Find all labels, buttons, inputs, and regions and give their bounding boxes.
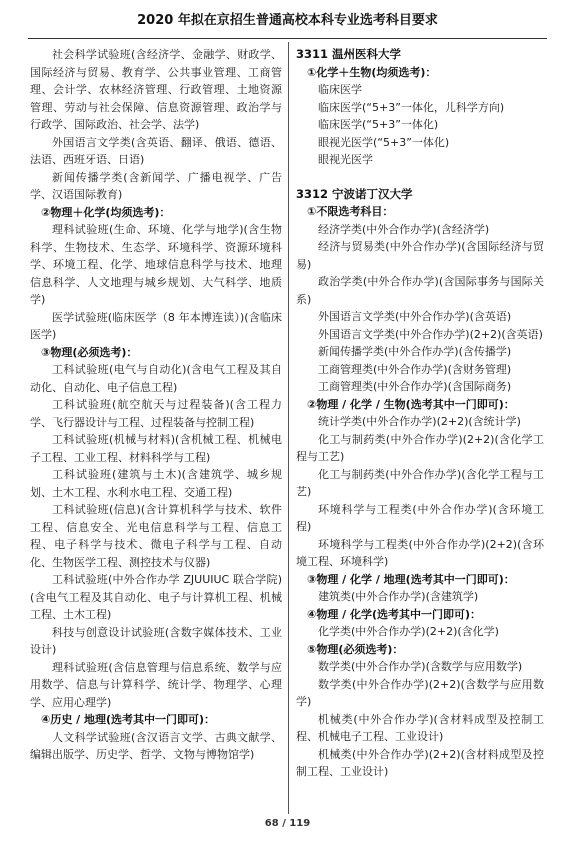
major-paragraph: 机械类(中外合作办学)(2+2)(含材料成型及控制工程、工业设计) — [296, 747, 544, 778]
major-paragraph: 经济与贸易类(中外合作办学)(含国际经济与贸易) — [296, 240, 544, 271]
column-divider — [288, 42, 289, 814]
major-paragraph: 眼视光医学(“5+3”一体化) — [318, 135, 450, 149]
major-paragraph: 临床医学 — [318, 83, 362, 96]
major-paragraph: 化学类(中外合作办学)(2+2)(含化学) — [318, 625, 499, 638]
major-paragraph: 数学类(中外合作办学)(2+2)(含数学与应用数学) — [296, 677, 544, 708]
major-paragraph: 政治学类(中外合作办学)(含国际事务与国际关系) — [296, 275, 544, 306]
major-paragraph: 统计学类(中外合作办学)(2+2)(含统计学) — [318, 415, 521, 428]
major-paragraph: 社会科学试验班(含经济学、金融学、财政学、国际经济与贸易、教育学、公共事业管理、工商管理、会计学、农林经济管理、行政管理、土地资源管理、劳动与社会保障、信息资源管理、政治学与行政学、国际政治、社会学、法学) — [30, 48, 282, 131]
major-paragraph: 工科试验班(信息)(含计算机科学与技术、软件工程、信息安全、光电信息科学与工程、信息工程、电子科学与技术、微电子科学与工程、自动化、生物医学工程、测控技术与仪器) — [30, 503, 282, 569]
major-paragraph: 人文科学试验班(含汉语言文学、古典文献学、编辑出版学、历史学、哲学、文物与博物馆学) — [30, 730, 282, 761]
major-paragraph: 环境科学与工程类(中外合作办学)(2+2)(含环境工程、环境科学) — [296, 537, 544, 568]
subject-requirement-heading: ②物理＋化学(均须选考)： — [41, 205, 171, 219]
major-paragraph: 数学类(中外合作办学)(含数学与应用数学) — [318, 660, 523, 673]
major-paragraph: 工科试验班(机械与材料)(含机械工程、机械电子工程、工业工程、材料科学与工程) — [30, 433, 282, 464]
major-paragraph: 新闻传播学类(中外合作办学)(含传播学) — [318, 345, 512, 358]
left-column — [30, 46, 282, 764]
header-divider — [28, 38, 547, 39]
major-paragraph: 环境科学与工程类(中外合作办学)(含环境工程) — [296, 502, 544, 533]
major-paragraph: 工商管理类(中外合作办学)(含财务管理) — [318, 362, 512, 376]
major-paragraph: 临床医学(“5+3”一体化，儿科学方向) — [318, 100, 505, 114]
major-paragraph: 工科试验班(中外合作办学 ZJUUIUC 联合学院)(含电气工程及其自动化、电子与计算机工程、机械工程、土木工程) — [30, 573, 282, 621]
major-paragraph: 工商管理类(中外合作办学)(含国际商务) — [318, 380, 512, 393]
major-paragraph: 机械类(中外合作办学)(含材料成型及控制工程、机械电子工程、工业设计) — [296, 712, 544, 743]
page-title: 2020 年拟在京招生普通高校本科专业选考科目要求 — [137, 12, 438, 28]
major-paragraph: 理科试验班(含信息管理与信息系统、数学与应用数学、信息与计算科学、统计学、物理学、心理学、应用心理学) — [30, 660, 282, 709]
subject-requirement-heading: ①不限选考科目： — [307, 205, 394, 218]
major-paragraph: 外国语言文学类(含英语、翻译、俄语、德语、法语、西班牙语、日语) — [30, 135, 282, 166]
subject-requirement-heading: ④物理 / 化学(选考其中一门即可)： — [307, 607, 482, 621]
major-paragraph: 化工与制药类(中外合作办学)(含化学工程与工艺) — [296, 467, 544, 498]
major-paragraph: 科技与创意设计试验班(含数字媒体技术、工业设计) — [30, 625, 282, 656]
subject-requirement-heading: ②物理 / 化学 / 生物(选考其中一门即可)： — [307, 397, 515, 411]
university-heading: 3312 宁波诺丁汉大学 — [296, 186, 413, 201]
major-paragraph: 经济学类(中外合作办学)(含经济学) — [318, 222, 490, 236]
page-number: 68 / 119 — [264, 818, 311, 829]
major-paragraph: 工科试验班(航空航天与过程装备)(含工程力学、飞行器设计与工程、过程装备与控制工程) — [30, 398, 282, 429]
subject-requirement-heading: ⑤物理(必须选考)： — [307, 642, 404, 656]
major-paragraph: 外国语言文学类(中外合作办学)(含英语) — [318, 310, 512, 323]
subject-requirement-heading: ④历史 / 地理(选考其中一门即可)： — [41, 713, 216, 726]
major-paragraph: 医学试验班(临床医学（8 年本博连读）)(含临床医学) — [30, 310, 282, 341]
major-paragraph: 新闻传播学类(含新闻学、广播电视学、广告学、汉语国际教育) — [30, 170, 282, 201]
major-paragraph: 临床医学(“5+3”一体化) — [318, 118, 439, 131]
major-paragraph: 工科试验班(电气与自动化)(含电气工程及其自动化、自动化、电子信息工程) — [30, 363, 282, 394]
major-paragraph: 工科试验班(建筑与土木)(含建筑学、城乡规划、土木工程、水利水电工程、交通工程) — [30, 468, 282, 499]
subject-requirement-heading: ①化学＋生物(均须选考)： — [307, 65, 437, 79]
subject-requirement-heading: ③物理(必须选考)： — [41, 345, 138, 359]
major-paragraph: 化工与制药类(中外合作办学)(2+2)(含化学工程与工艺) — [296, 432, 544, 463]
spacer — [296, 169, 544, 186]
right-column — [296, 46, 544, 781]
page-header — [0, 0, 575, 36]
university-heading: 3311 温州医科大学 — [296, 47, 402, 61]
major-paragraph: 理科试验班(生命、环境、化学与地学)(含生物科学、生物技术、生态学、环境科学、资源环境科学、环境工程、化学、地球信息科学与技术、地理信息科学、人文地理与城乡规划、大气科学、地质学) — [30, 223, 282, 306]
subject-requirement-heading: ③物理 / 化学 / 地理(选考其中一门即可)： — [307, 572, 515, 586]
major-paragraph: 眼视光医学 — [318, 153, 373, 166]
major-paragraph: 外国语言文学类(中外合作办学)(2+2)(含英语) — [318, 327, 543, 341]
major-paragraph: 建筑类(中外合作办学)(含建筑学) — [318, 590, 479, 603]
